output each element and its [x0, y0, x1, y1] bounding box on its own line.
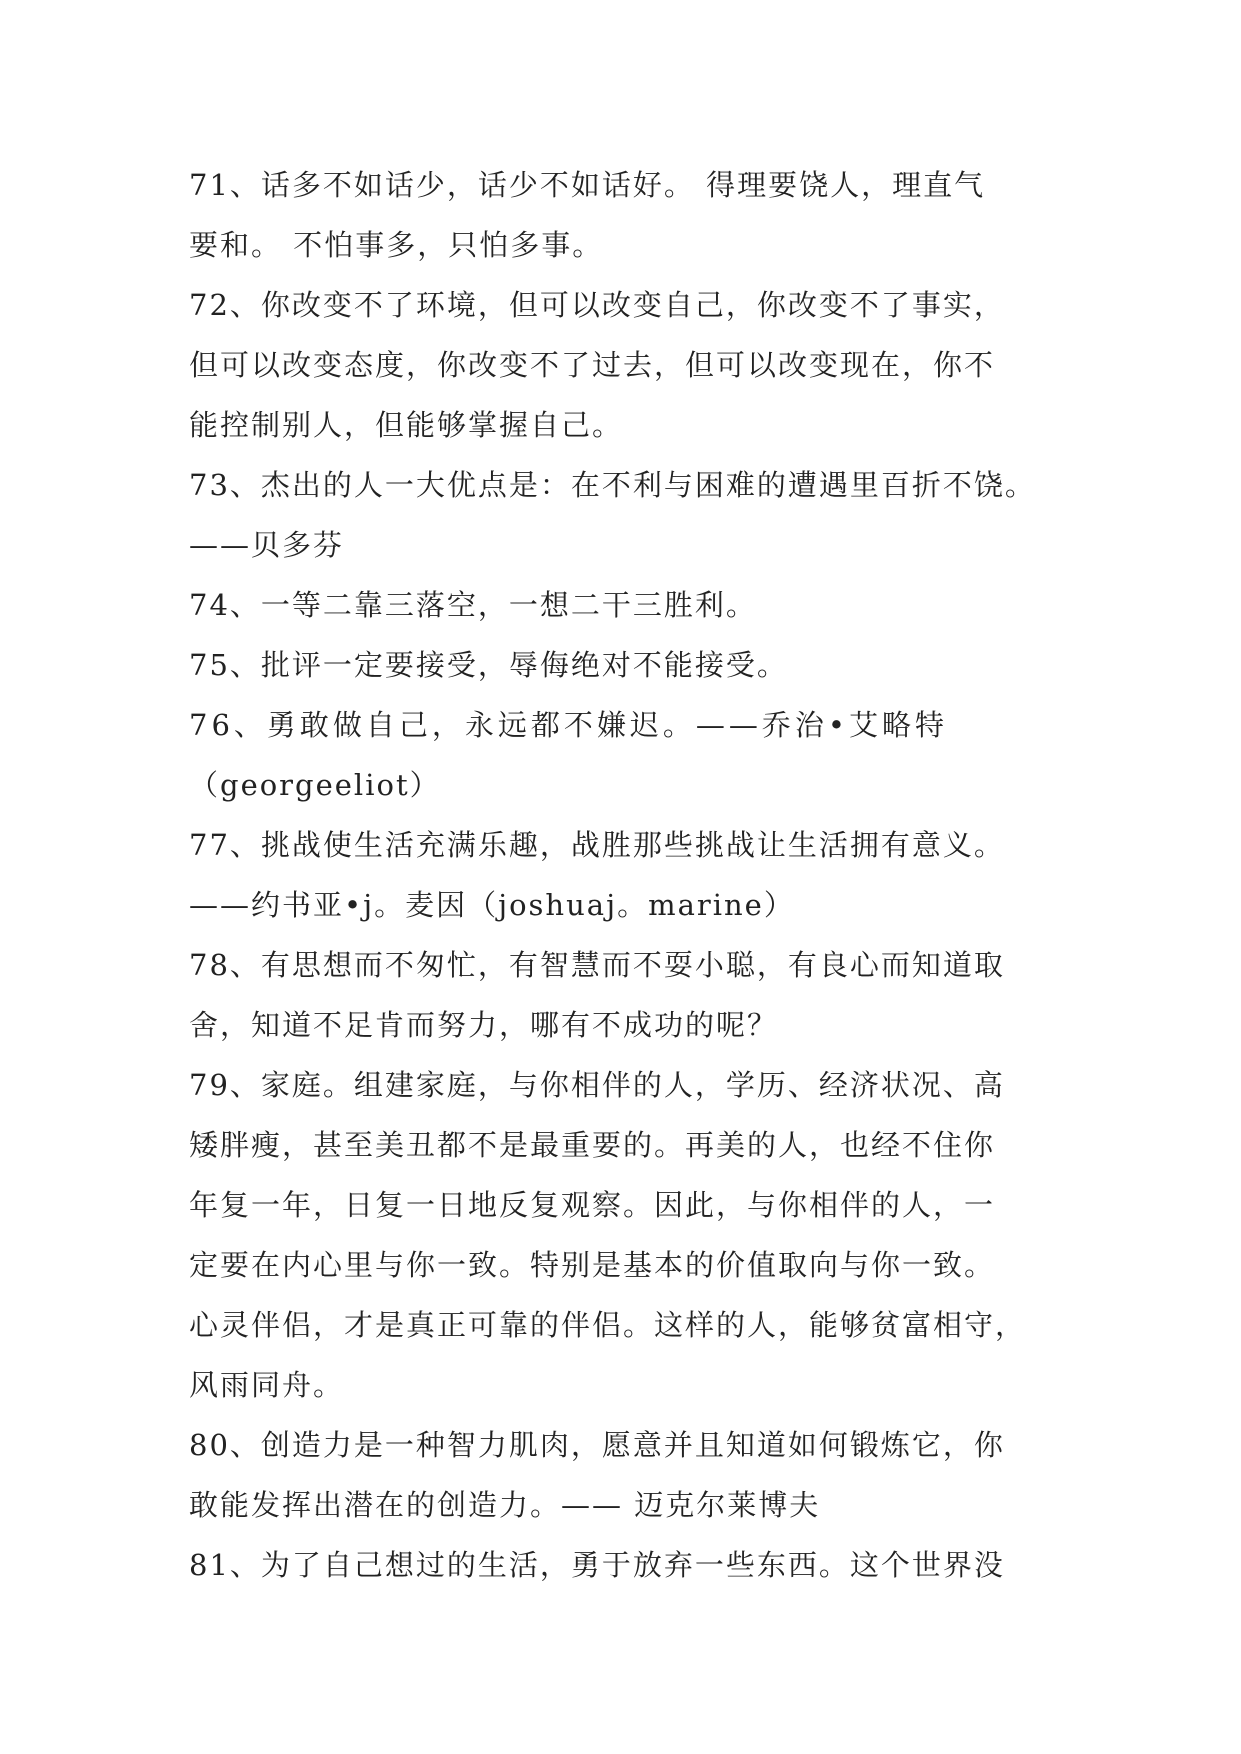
text-line: 要和。 不怕事多，只怕多事。 — [189, 228, 604, 262]
text-line: ——贝多芬 — [189, 528, 345, 562]
text-line: 77、挑战使生活充满乐趣，战胜那些挑战让生活拥有意义。 — [189, 828, 1005, 862]
text-line: 76、勇敢做自己，永远都不嫌迟。——乔治•艾略特 — [189, 708, 949, 742]
text-line: 72、你改变不了环境，但可以改变自己，你改变不了事实， — [189, 288, 1005, 322]
text-line: 74、一等二靠三落空，一想二干三胜利。 — [189, 588, 757, 622]
text-line: 71、话多不如话少，话少不如话好。 得理要饶人，理直气 — [189, 168, 986, 202]
text-line: 舍，知道不足肯而努力，哪有不成功的呢？ — [189, 1008, 779, 1042]
text-line: 定要在内心里与你一致。特别是基本的价值取向与你一致。 — [189, 1248, 996, 1282]
text-line: 81、为了自己想过的生活，勇于放弃一些东西。这个世界没 — [189, 1548, 1005, 1582]
text-line: 78、有思想而不匆忙，有智慧而不耍小聪，有良心而知道取 — [189, 948, 1005, 982]
text-line: 80、创造力是一种智力肌肉，愿意并且知道如何锻炼它，你 — [189, 1428, 1005, 1462]
text-line: ——约书亚•j。麦因（joshuaj。marine） — [189, 888, 795, 922]
text-line: 73、杰出的人一大优点是：在不利与困难的遭遇里百折不饶。 — [189, 468, 1036, 502]
text-line: 矮胖瘦，甚至美丑都不是最重要的。再美的人，也经不住你 — [189, 1128, 996, 1162]
text-line: 风雨同舟。 — [189, 1368, 345, 1402]
text-line: 年复一年，日复一日地反复观察。因此，与你相伴的人，一 — [189, 1188, 996, 1222]
text-line: 75、批评一定要接受，辱侮绝对不能接受。 — [189, 648, 788, 682]
text-line: 79、家庭。组建家庭，与你相伴的人，学历、经济状况、高 — [189, 1068, 1005, 1102]
text-line: （georgeeliot） — [189, 768, 441, 802]
text-line: 心灵伴侣，才是真正可靠的伴侣。这样的人，能够贫富相守， — [189, 1308, 1027, 1342]
text-line: 敢能发挥出潜在的创造力。—— 迈克尔莱博夫 — [189, 1488, 821, 1522]
text-line: 但可以改变态度，你改变不了过去，但可以改变现在，你不 — [189, 348, 996, 382]
text-line: 能控制别人，但能够掌握自己。 — [189, 408, 624, 442]
quote-text-block — [189, 160, 1069, 1600]
